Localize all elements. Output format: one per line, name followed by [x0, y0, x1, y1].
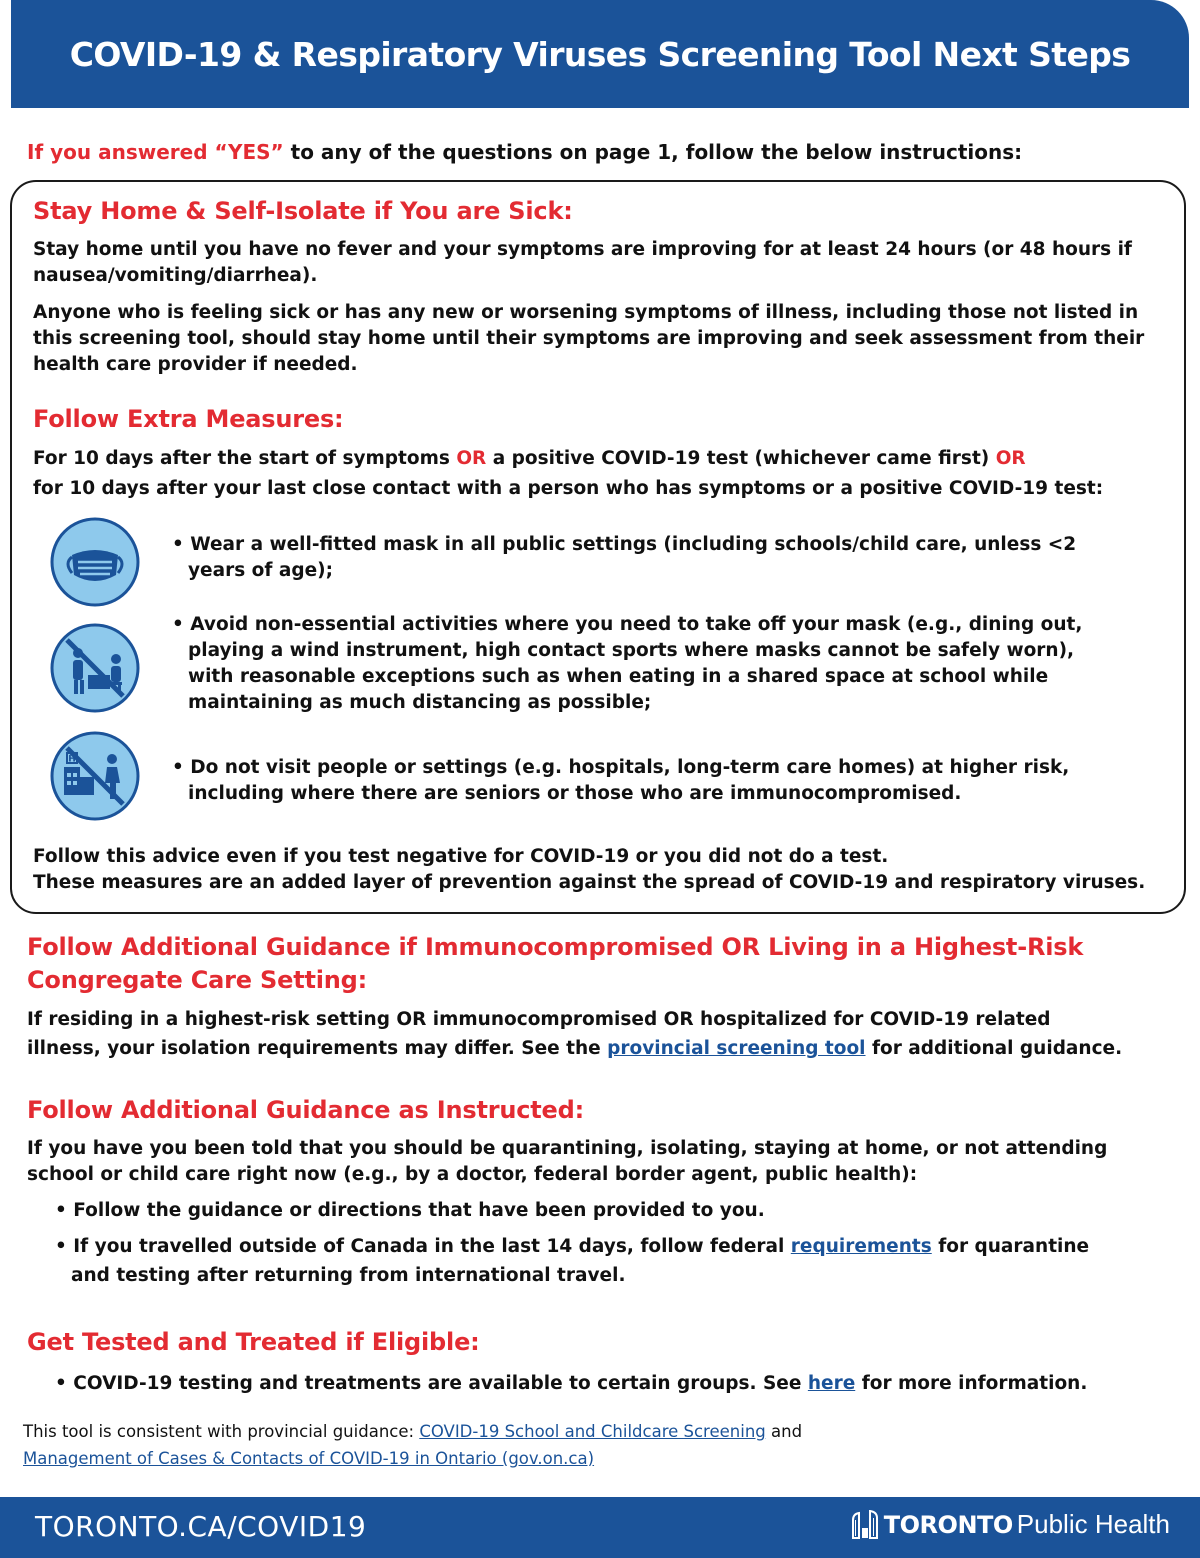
- page-footer: [0, 1497, 1200, 1558]
- measures-line-1a: For 10 days after the start of symptoms: [33, 448, 457, 469]
- mask-icon: [50, 517, 140, 607]
- source-line-2: [23, 1447, 594, 1471]
- measure-bullet-activities: • Avoid non-essential activities where you need to take off your mask (e.g., dining out, playing a wind instrument, high contact sports where masks cannot be safely worn), with reasonable exceptions such as when eating in a shared space at school while maintaining as much distancing as possible;: [172, 614, 1083, 713]
- or-label: OR: [456, 448, 487, 469]
- here-link[interactable]: here: [807, 1373, 856, 1394]
- instructed-line-2: school or child care right now (e.g., by a doctor, federal border agent, public health):: [27, 1164, 918, 1185]
- measures-note-1: Follow this advice even if you test negative for COVID-19 or you did not do a test.: [33, 846, 889, 867]
- immuno-line-2b: for additional guidance.: [865, 1038, 1123, 1059]
- measures-line-1: [33, 446, 1026, 472]
- measures-line-2: for 10 days after your last close contact with a person who has symptoms or a positive COVID-19 test:: [33, 478, 1104, 499]
- source-prefix: This tool is consistent with provincial guidance:: [23, 1422, 420, 1441]
- immuno-heading-line-1: Follow Additional Guidance if Immunocompromised OR Living in a Highest-Risk: [27, 933, 1084, 961]
- measures-heading: Follow Extra Measures:: [33, 405, 344, 433]
- page-title: COVID-19 & Respiratory Viruses Screening Tool Next Steps: [69, 34, 1131, 74]
- intro-highlight: If you answered “YES”: [27, 140, 284, 164]
- toronto-public-health-logo: [850, 1509, 1170, 1540]
- isolate-paragraph-1: Stay home until you have no fever and your symptoms are improving for at least 24 hours (or 48 hours if nausea/vomiting/diarrhea).: [33, 239, 1132, 286]
- measure-bullet-text: Do not visit people or settings (e.g. hospitals, long-term care homes) at higher risk, including where there are seniors or those who are immunocompromised.: [188, 757, 1070, 804]
- immuno-heading-line-2: Congregate Care Setting:: [27, 966, 368, 994]
- measures-line-1b: a positive COVID-19 test (whichever came first): [486, 448, 996, 469]
- measure-bullet-mask: • Wear a well-fitted mask in all public settings (including schools/child care, unless <2 years of age);: [172, 534, 1077, 581]
- tested-bullet: • COVID-19 testing and treatments are available to certain groups. See here for more information.: [55, 1373, 1088, 1394]
- no-dining-icon: [50, 623, 140, 713]
- instructed-line-1: If you have you been told that you should be quarantining, isolating, staying at home, or not attending: [27, 1138, 1108, 1159]
- page-header: [11, 0, 1189, 108]
- measure-bullet-text: Wear a well-fitted mask in all public settings (including schools/child care, unless <2 years of age);: [188, 534, 1077, 581]
- logo-public-health: Public Health: [1016, 1509, 1170, 1539]
- school-childcare-screening-link[interactable]: COVID-19 School and Childcare Screening: [419, 1422, 766, 1441]
- immuno-line-2a: illness, your isolation requirements may differ. See the: [27, 1038, 608, 1059]
- footer-url: TORONTO.CA/COVID19: [35, 1510, 367, 1543]
- tested-heading: Get Tested and Treated if Eligible:: [27, 1328, 480, 1356]
- federal-requirements-link[interactable]: requirements: [790, 1236, 932, 1257]
- source-mid: and: [765, 1422, 803, 1441]
- instructed-bullet-2b: for quarantine: [931, 1236, 1090, 1257]
- immuno-line-2: [27, 1036, 1122, 1062]
- instructed-bullet-2: • If you travelled outside of Canada in the last 14 days, follow federal requirements for quarantine: [55, 1236, 1090, 1257]
- measure-bullet-visits: • Do not visit people or settings (e.g. hospitals, long-term care homes) at higher risk, including where there are seniors or those who are immunocompromised.: [172, 757, 1070, 804]
- no-hospital-visit-icon: [50, 731, 140, 821]
- provincial-screening-tool-link[interactable]: provincial screening tool: [607, 1038, 866, 1059]
- or-label: OR: [995, 448, 1026, 469]
- intro-rest: to any of the questions on page 1, follow the below instructions:: [283, 140, 1023, 164]
- tested-bullet-a: COVID-19 testing and treatments are available to certain groups. See: [73, 1373, 808, 1394]
- tested-bullet-b: for more information.: [855, 1373, 1088, 1394]
- source-line-1: [23, 1420, 802, 1444]
- logo-toronto: TORONTO: [883, 1510, 1013, 1539]
- measures-note-2: These measures are an added layer of prevention against the spread of COVID-19 and respiratory viruses.: [33, 872, 1146, 893]
- instructed-heading: Follow Additional Guidance as Instructed:: [27, 1096, 585, 1124]
- city-hall-icon: [850, 1510, 880, 1540]
- instructed-bullet-1-text: Follow the guidance or directions that have been provided to you.: [73, 1200, 765, 1221]
- isolate-heading: Stay Home & Self-Isolate if You are Sick:: [33, 197, 573, 225]
- instructed-bullet-2-cont: and testing after returning from international travel.: [71, 1265, 626, 1286]
- management-of-cases-link[interactable]: Management of Cases & Contacts of COVID-19 in Ontario (gov.on.ca): [23, 1449, 595, 1468]
- intro-line: [27, 140, 1022, 164]
- instructed-bullet-2a: If you travelled outside of Canada in the last 14 days, follow federal: [73, 1236, 791, 1257]
- isolate-paragraph-2: Anyone who is feeling sick or has any new or worsening symptoms of illness, including those not listed in this screening tool, should stay home until their symptoms are improving and seek assessment from their health care provider if needed.: [33, 302, 1145, 375]
- svg-text:H: H: [68, 754, 76, 765]
- measure-bullet-text: Avoid non-essential activities where you need to take off your mask (e.g., dining out, playing a wind instrument, high contact sports where masks cannot be safely worn), with reasonable exceptions such as when eating in a shared space at school while maintaining as much distancing as possible;: [188, 614, 1083, 713]
- immuno-line-1: If residing in a highest-risk setting OR immunocompromised OR hospitalized for COVID-19 related: [27, 1009, 1051, 1030]
- instructed-bullet-1: • Follow the guidance or directions that have been provided to you.: [55, 1200, 765, 1221]
